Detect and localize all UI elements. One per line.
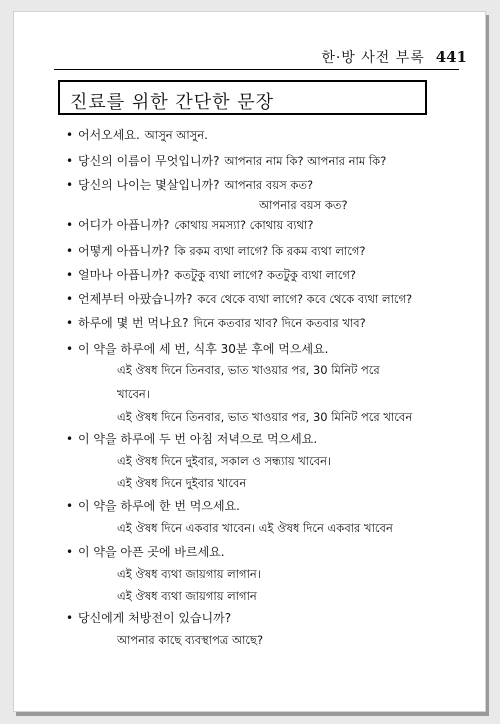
list-item (66, 291, 412, 307)
header-rule (54, 69, 459, 70)
book-page (13, 11, 486, 712)
korean-phrase: 당신에게 처방전이 있습니까? (78, 611, 232, 625)
bullet: • (66, 244, 74, 258)
bullet: • (66, 268, 74, 282)
bengali-translation: কবে থেকে ব্যথা লাগে? কবে থেকে ব্যথা লাগে? (197, 292, 413, 306)
korean-phrase: 이 약을 아픈 곳에 바르세요. (78, 545, 225, 559)
bengali-transliteration: এই ঔষধ দিনে দুইবার খাবেন (117, 476, 247, 490)
list-item (66, 127, 208, 143)
list-item (66, 498, 245, 514)
bengali-transliteration: এই ঔষধ ব্যথা জায়গায় লাগান (117, 589, 257, 603)
korean-phrase: 어떻게 아픕니까? (78, 244, 170, 258)
list-item (66, 315, 366, 331)
bullet: • (66, 178, 74, 192)
bullet: • (66, 292, 74, 306)
bullet: • (66, 545, 74, 559)
bengali-translation-line: খাবেন। (117, 387, 150, 401)
bengali-translation: কোথায় সমস্যা? কোথায় ব্যথা? (174, 218, 314, 232)
list-item (66, 153, 386, 169)
korean-phrase: 언제부터 아팠습니까? (78, 292, 193, 306)
page-number: 441 (435, 48, 467, 66)
bullet: • (66, 316, 74, 330)
bengali-translation: আপনার নাম কি? আপনার নাম কি? (224, 154, 387, 168)
bullet: • (66, 432, 74, 446)
list-item (66, 341, 333, 357)
bengali-translation: এই ঔষধ দিনে দুইবার, সকাল ও সন্ধ্যায় খাবেন। (117, 454, 332, 468)
bengali-translation: আসুন আসুন. (144, 128, 208, 142)
list-item (66, 610, 236, 626)
korean-phrase: 하루에 몇 번 먹나요? (78, 316, 189, 330)
bengali-translation: কতটুকু ব্যথা লাগে? কতটুকু ব্যথা লাগে? (174, 268, 356, 282)
title-box (58, 80, 427, 115)
bullet: • (66, 128, 74, 142)
bullet: • (66, 218, 74, 232)
bengali-translation: আপনার কাছে ব্যবস্থাপত্র আছে? (117, 633, 264, 647)
running-header (321, 47, 467, 67)
korean-phrase: 어서오세요. (78, 128, 140, 142)
korean-phrase: 당신의 나이는 몇살입니까? (78, 178, 220, 192)
bengali-translation: এই ঔষধ ব্যথা জায়গায় লাগান। (117, 567, 261, 581)
bullet: • (66, 154, 74, 168)
list-item (66, 431, 322, 447)
korean-phrase: 이 약을 하루에 세 번, 식후 30분 후에 먹으세요. (78, 342, 329, 356)
bengali-translation: কি রকম ব্যথা লাগে? কি রকম ব্যথা লাগে? (174, 244, 366, 258)
korean-phrase: 어디가 아픕니까? (78, 218, 170, 232)
list-item (66, 544, 230, 560)
list-item (66, 217, 314, 233)
bengali-translation: দিনে কতবার খাব? দিনে কতবার খাব? (193, 316, 366, 330)
korean-phrase: 얼마나 아픕니까? (78, 268, 170, 282)
list-item (66, 243, 365, 259)
bengali-translation: আপনার বয়স কত? (224, 178, 314, 192)
korean-phrase: 이 약을 하루에 한 번 먹으세요. (78, 499, 240, 513)
korean-phrase: 이 약을 하루에 두 번 아침 저녁으로 먹으세요. (78, 432, 318, 446)
list-item (66, 177, 313, 193)
korean-phrase: 당신의 이름이 무엇입니까? (78, 154, 220, 168)
header-section: 한·방 사전 부록 (321, 50, 425, 66)
bengali-translation: এই ঔষধ দিনে তিনবার, ভাত খাওয়ার পর, 30 মিনিট পরে (117, 363, 380, 377)
bengali-translation: এই ঔষধ দিনে একবার খাবেন। এই ঔষধ দিনে একবার খাবেন (117, 521, 393, 535)
list-item (66, 267, 356, 283)
bengali-translation-line: আপনার বয়স কত? (259, 198, 348, 212)
bengali-transliteration: এই ঔষধ দিনে তিনবার, ভাত খাওয়ার পর, 30 মিনিট পরে খাবেন (117, 410, 413, 424)
bullet: • (66, 611, 74, 625)
bullet: • (66, 342, 74, 356)
page-title: 진료를 위한 간단한 문장 (70, 92, 275, 113)
bullet: • (66, 499, 74, 513)
